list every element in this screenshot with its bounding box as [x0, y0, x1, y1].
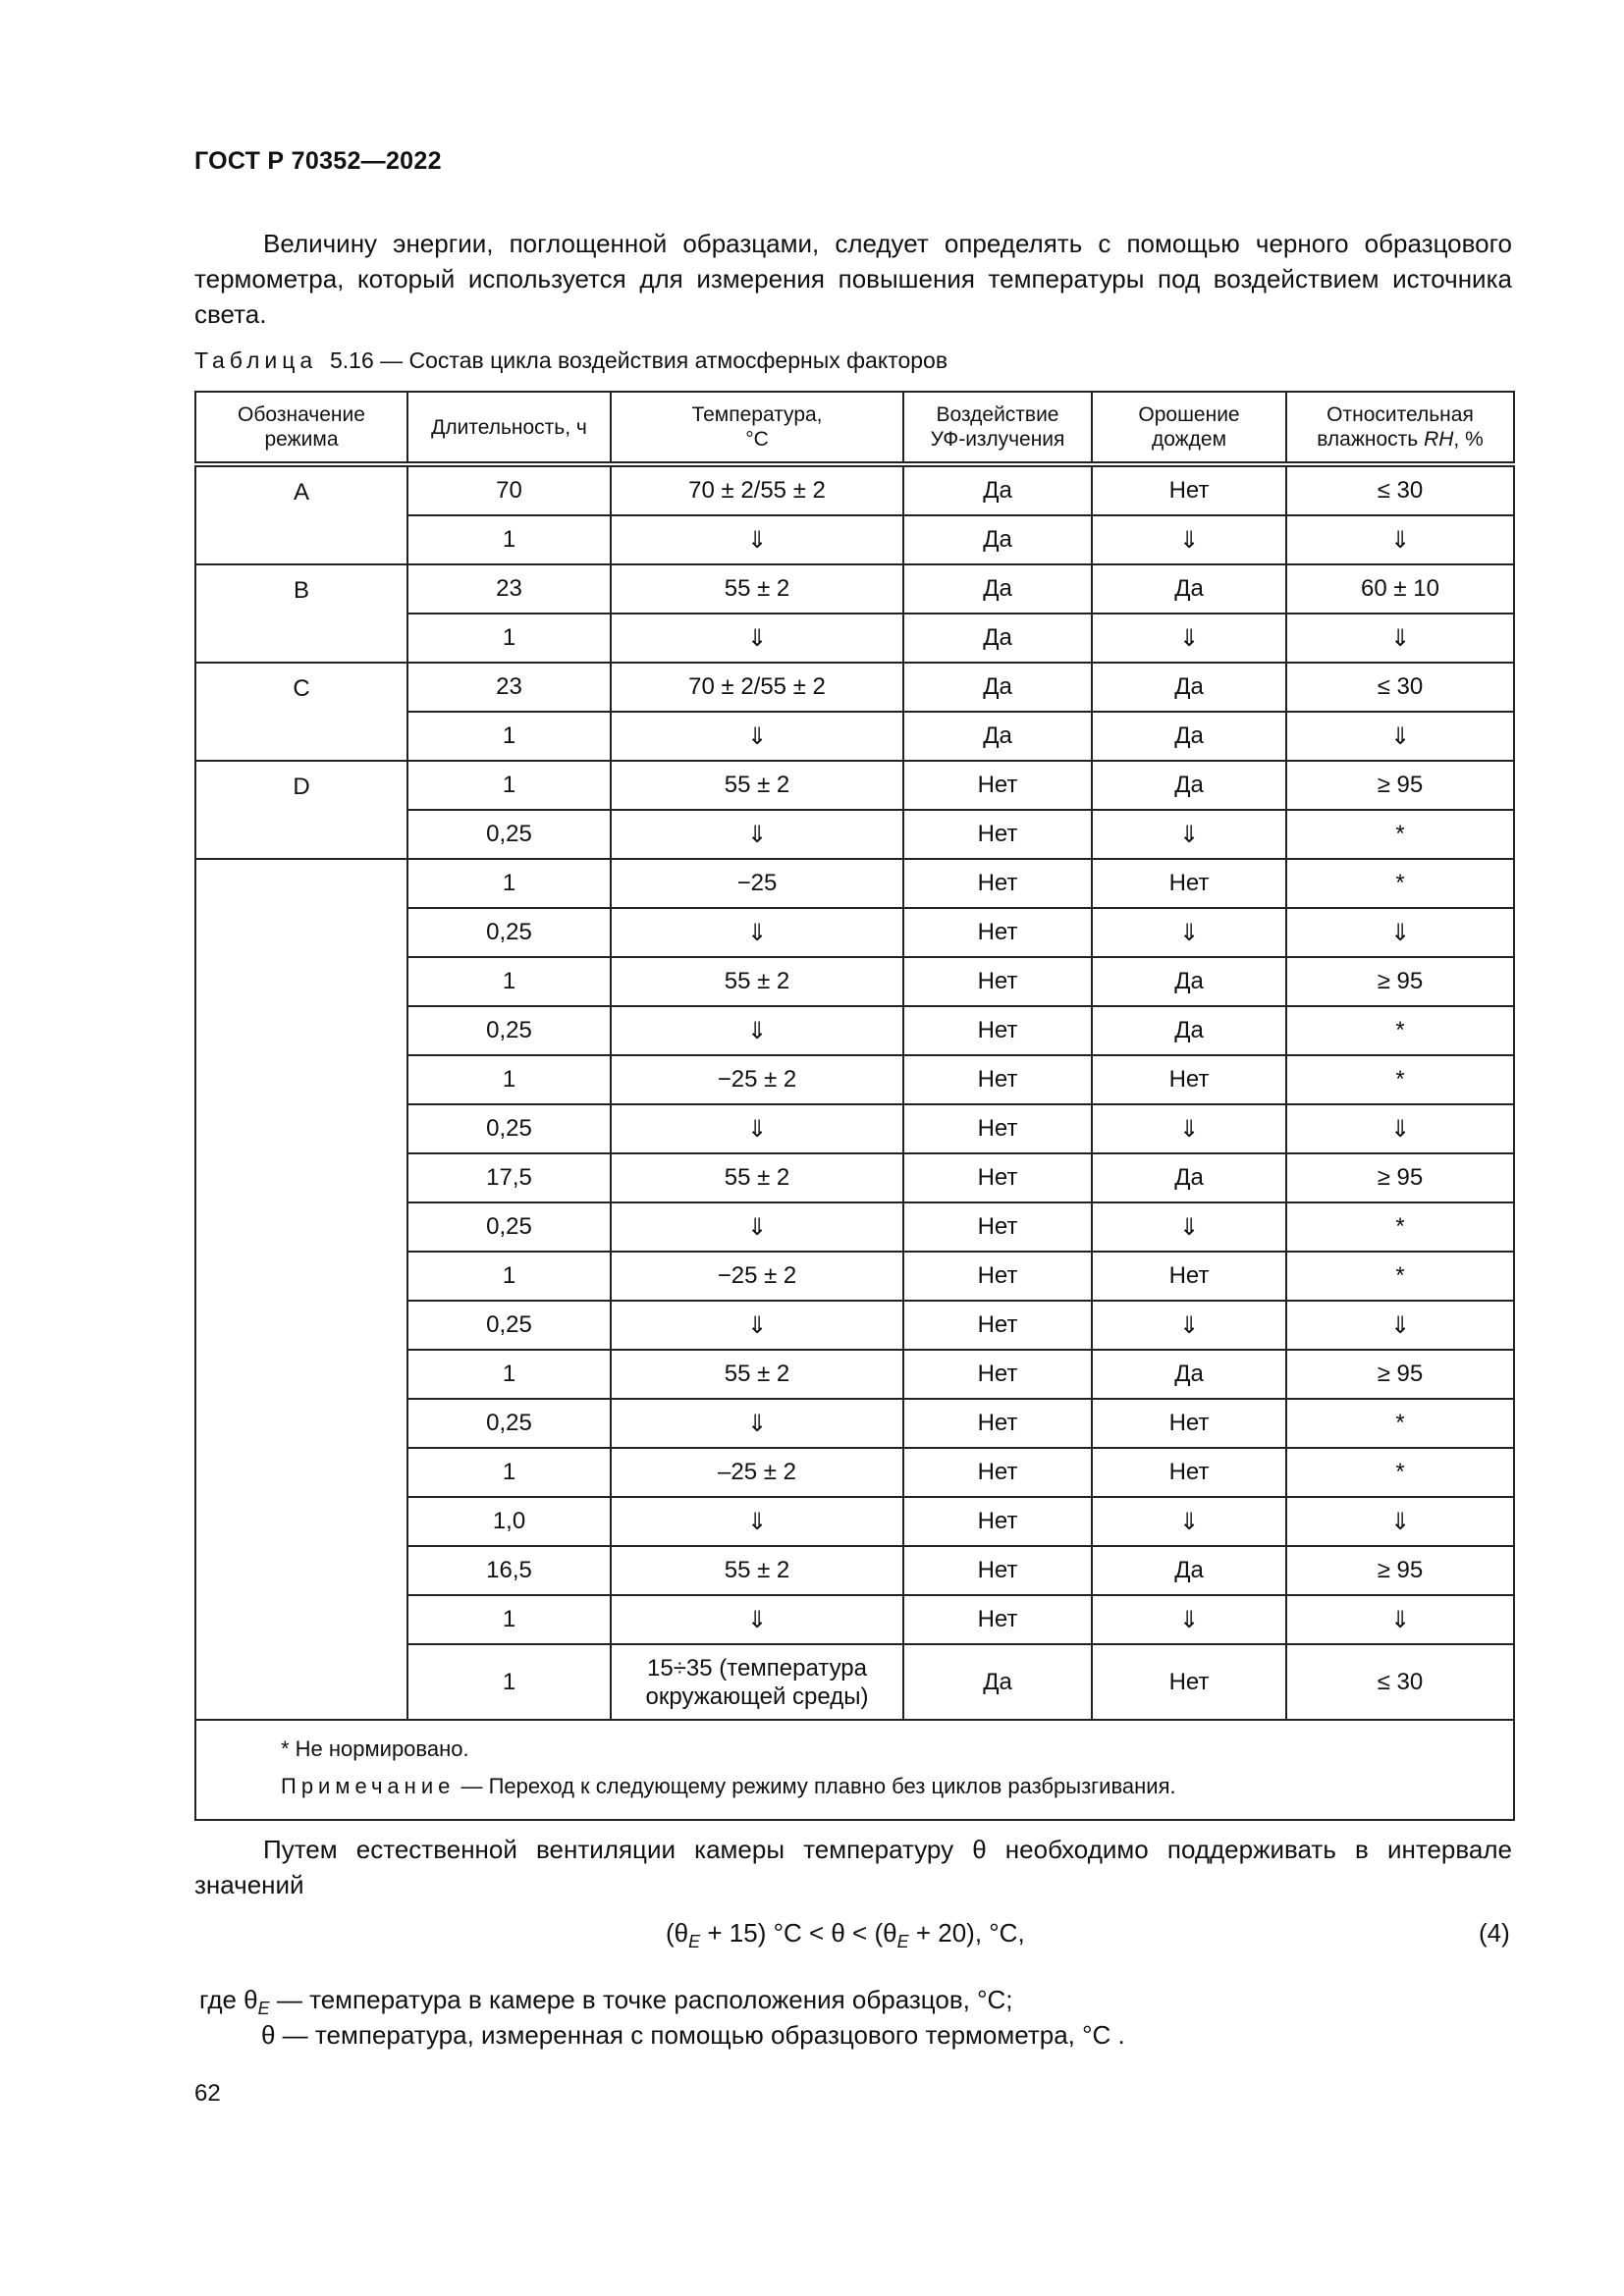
temperature-cell: 55 ± 2 — [611, 761, 903, 810]
rain-cell: Нет — [1092, 1448, 1286, 1497]
rain-cell: Да — [1092, 761, 1286, 810]
header-rain: Орошение дождем — [1092, 392, 1286, 464]
temperature-cell: ⇓ — [611, 1202, 903, 1252]
where-line-1: где $\theta_E$ — температура в камере в точке расположения образцов, °С; — [199, 1985, 1013, 2019]
uv-cell: Нет — [903, 1153, 1092, 1202]
uv-cell: Нет — [903, 1104, 1092, 1153]
duration-cell: 1 — [407, 859, 611, 908]
rain-cell: ⇓ — [1092, 1595, 1286, 1644]
temperature-cell: ⇓ — [611, 1104, 903, 1153]
document-header: ГОСТ Р 70352—2022 — [194, 147, 442, 175]
humidity-cell: ⇓ — [1286, 515, 1514, 564]
table-footer — [195, 1720, 1514, 1820]
uv-cell: Нет — [903, 1252, 1092, 1301]
humidity-cell: ≥ 95 — [1286, 761, 1514, 810]
humidity-cell: ≤ 30 — [1286, 663, 1514, 712]
temperature-cell: 55 ± 2 — [611, 1546, 903, 1595]
duration-cell: 17,5 — [407, 1153, 611, 1202]
rain-cell: ⇓ — [1092, 1202, 1286, 1252]
temperature-cell: 70 ± 2/55 ± 2 — [611, 464, 903, 515]
table-caption-text: 5.16 — Состав цикла воздействия атмосферных факторов — [329, 347, 948, 373]
rain-cell: Да — [1092, 663, 1286, 712]
humidity-cell: ⇓ — [1286, 908, 1514, 957]
humidity-cell: ≥ 95 — [1286, 957, 1514, 1006]
humidity-cell: * — [1286, 1202, 1514, 1252]
rain-cell: Нет — [1092, 1644, 1286, 1720]
duration-cell: 0,25 — [407, 908, 611, 957]
humidity-cell: ⇓ — [1286, 712, 1514, 761]
duration-cell: 16,5 — [407, 1546, 611, 1595]
table-header-row — [195, 392, 1514, 464]
humidity-cell: ⇓ — [1286, 1104, 1514, 1153]
humidity-cell: ≤ 30 — [1286, 464, 1514, 515]
temperature-cell: ⇓ — [611, 1595, 903, 1644]
rain-cell: Нет — [1092, 1055, 1286, 1104]
duration-cell: 1 — [407, 515, 611, 564]
table-row — [195, 464, 1514, 515]
uv-cell: Нет — [903, 1546, 1092, 1595]
duration-cell: 1 — [407, 614, 611, 663]
rain-cell: ⇓ — [1092, 908, 1286, 957]
duration-cell: 1 — [407, 1448, 611, 1497]
duration-cell: 23 — [407, 564, 611, 614]
mode-cell: A — [195, 464, 407, 564]
mode-cell-empty — [195, 859, 407, 1720]
note-label: Примечание — [281, 1774, 456, 1798]
duration-cell: 1 — [407, 1055, 611, 1104]
rain-cell: Да — [1092, 1546, 1286, 1595]
table-row — [195, 859, 1514, 908]
temperature-cell: ⇓ — [611, 908, 903, 957]
temperature-cell: −25 — [611, 859, 903, 908]
humidity-cell: * — [1286, 1448, 1514, 1497]
humidity-cell: * — [1286, 1399, 1514, 1448]
header-duration: Длительность, ч — [407, 392, 611, 464]
rain-cell: Да — [1092, 1006, 1286, 1055]
rain-cell: Да — [1092, 1153, 1286, 1202]
duration-cell: 0,25 — [407, 1104, 611, 1153]
uv-cell: Нет — [903, 810, 1092, 859]
humidity-cell: * — [1286, 1006, 1514, 1055]
duration-cell: 1 — [407, 1644, 611, 1720]
uv-cell: Да — [903, 663, 1092, 712]
intro-paragraph: Величину энергии, поглощенной образцами, следует определять с помощью черного образцового термометра, который используется для измерения повышения температуры под воздействием источника света. — [194, 229, 1512, 329]
uv-cell: Нет — [903, 1350, 1092, 1399]
rain-cell: ⇓ — [1092, 1301, 1286, 1350]
humidity-cell: ≥ 95 — [1286, 1153, 1514, 1202]
uv-cell: Нет — [903, 1399, 1092, 1448]
table-caption-prefix: Таблица — [194, 347, 318, 373]
header-temperature: Температура, °С — [611, 392, 903, 464]
uv-cell: Да — [903, 614, 1092, 663]
uv-cell: Нет — [903, 1497, 1092, 1546]
duration-cell: 1 — [407, 1350, 611, 1399]
formula: $(\theta_E + 15) ^\circ С < \theta < (\theta_E + 20)$, °С, — [666, 1918, 1025, 1952]
temperature-cell: ⇓ — [611, 1497, 903, 1546]
rain-cell: Да — [1092, 712, 1286, 761]
rain-cell: Нет — [1092, 1252, 1286, 1301]
uv-cell: Нет — [903, 859, 1092, 908]
duration-cell: 1 — [407, 712, 611, 761]
uv-cell: Нет — [903, 957, 1092, 1006]
note-text: — Переход к следующему режиму плавно без циклов разбрызгивания. — [455, 1774, 1176, 1798]
uv-cell: Нет — [903, 1202, 1092, 1252]
uv-cell: Да — [903, 1644, 1092, 1720]
temperature-cell: –25 ± 2 — [611, 1448, 903, 1497]
uv-cell: Да — [903, 712, 1092, 761]
header-mode: Обозначение режима — [195, 392, 407, 464]
mode-cell: D — [195, 761, 407, 859]
duration-cell: 23 — [407, 663, 611, 712]
humidity-cell: ⇓ — [1286, 614, 1514, 663]
temperature-cell: ⇓ — [611, 712, 903, 761]
uv-cell: Да — [903, 564, 1092, 614]
temperature-cell: 70 ± 2/55 ± 2 — [611, 663, 903, 712]
header-humidity: Относительная влажность RH, % — [1286, 392, 1514, 464]
temperature-cell: ⇓ — [611, 810, 903, 859]
temperature-cell: ⇓ — [611, 614, 903, 663]
humidity-cell: ⇓ — [1286, 1301, 1514, 1350]
uv-cell: Нет — [903, 1055, 1092, 1104]
duration-cell: 0,25 — [407, 810, 611, 859]
temperature-cell: 15÷35 (температура окружающей среды) — [611, 1644, 903, 1720]
temperature-cell: ⇓ — [611, 1006, 903, 1055]
uv-cell: Нет — [903, 1595, 1092, 1644]
table-row — [195, 663, 1514, 712]
duration-cell: 1 — [407, 957, 611, 1006]
humidity-cell: * — [1286, 859, 1514, 908]
uv-cell: Нет — [903, 1448, 1092, 1497]
table-caption — [194, 347, 947, 374]
humidity-cell: ≥ 95 — [1286, 1350, 1514, 1399]
duration-cell: 0,25 — [407, 1202, 611, 1252]
uv-cell: Нет — [903, 761, 1092, 810]
temperature-cell: 55 ± 2 — [611, 957, 903, 1006]
rain-cell: Нет — [1092, 464, 1286, 515]
humidity-cell: ≥ 95 — [1286, 1546, 1514, 1595]
table-row — [195, 761, 1514, 810]
uv-cell: Нет — [903, 1301, 1092, 1350]
ventilation-paragraph: Путем естественной вентиляции камеры температуру θ необходимо поддерживать в интервале значений — [194, 1835, 1512, 1899]
rain-cell: Да — [1092, 564, 1286, 614]
duration-cell: 1 — [407, 1252, 611, 1301]
where-line-2: θ — температура, измеренная с помощью образцового термометра, °С . — [261, 2020, 1125, 2050]
footnote: * Не нормировано. — [281, 1736, 469, 1761]
temperature-cell: 55 ± 2 — [611, 564, 903, 614]
humidity-cell: ≤ 30 — [1286, 1644, 1514, 1720]
duration-cell: 0,25 — [407, 1399, 611, 1448]
uv-cell: Нет — [903, 908, 1092, 957]
duration-cell: 1 — [407, 761, 611, 810]
uv-cell: Да — [903, 515, 1092, 564]
table-row — [195, 564, 1514, 614]
rain-cell: ⇓ — [1092, 1104, 1286, 1153]
humidity-cell: * — [1286, 1252, 1514, 1301]
temperature-cell: ⇓ — [611, 1301, 903, 1350]
rain-cell: ⇓ — [1092, 810, 1286, 859]
duration-cell: 0,25 — [407, 1301, 611, 1350]
duration-cell: 1 — [407, 1595, 611, 1644]
duration-cell: 1,0 — [407, 1497, 611, 1546]
rain-cell: ⇓ — [1092, 614, 1286, 663]
rain-cell: Да — [1092, 1350, 1286, 1399]
temperature-cell: ⇓ — [611, 1399, 903, 1448]
table-note — [281, 1768, 1513, 1805]
header-uv: Воздействие УФ-излучения — [903, 392, 1092, 464]
humidity-cell: ⇓ — [1286, 1497, 1514, 1546]
rain-cell: Нет — [1092, 859, 1286, 908]
rain-cell: Нет — [1092, 1399, 1286, 1448]
page-number: 62 — [194, 2080, 221, 2107]
formula-number: (4) — [1479, 1918, 1510, 1948]
temperature-cell: 55 ± 2 — [611, 1350, 903, 1399]
duration-cell: 0,25 — [407, 1006, 611, 1055]
weathering-cycle-table — [194, 391, 1515, 1821]
rain-cell: ⇓ — [1092, 1497, 1286, 1546]
uv-cell: Нет — [903, 1006, 1092, 1055]
uv-cell: Да — [903, 464, 1092, 515]
humidity-cell: ⇓ — [1286, 1595, 1514, 1644]
temperature-cell: −25 ± 2 — [611, 1252, 903, 1301]
temperature-cell: ⇓ — [611, 515, 903, 564]
table-footer-row — [195, 1720, 1514, 1820]
humidity-cell: * — [1286, 810, 1514, 859]
duration-cell: 70 — [407, 464, 611, 515]
rain-cell: ⇓ — [1092, 515, 1286, 564]
temperature-cell: −25 ± 2 — [611, 1055, 903, 1104]
mode-cell: C — [195, 663, 407, 761]
humidity-cell: 60 ± 10 — [1286, 564, 1514, 614]
humidity-cell: * — [1286, 1055, 1514, 1104]
mode-cell: B — [195, 564, 407, 663]
rain-cell: Да — [1092, 957, 1286, 1006]
temperature-cell: 55 ± 2 — [611, 1153, 903, 1202]
